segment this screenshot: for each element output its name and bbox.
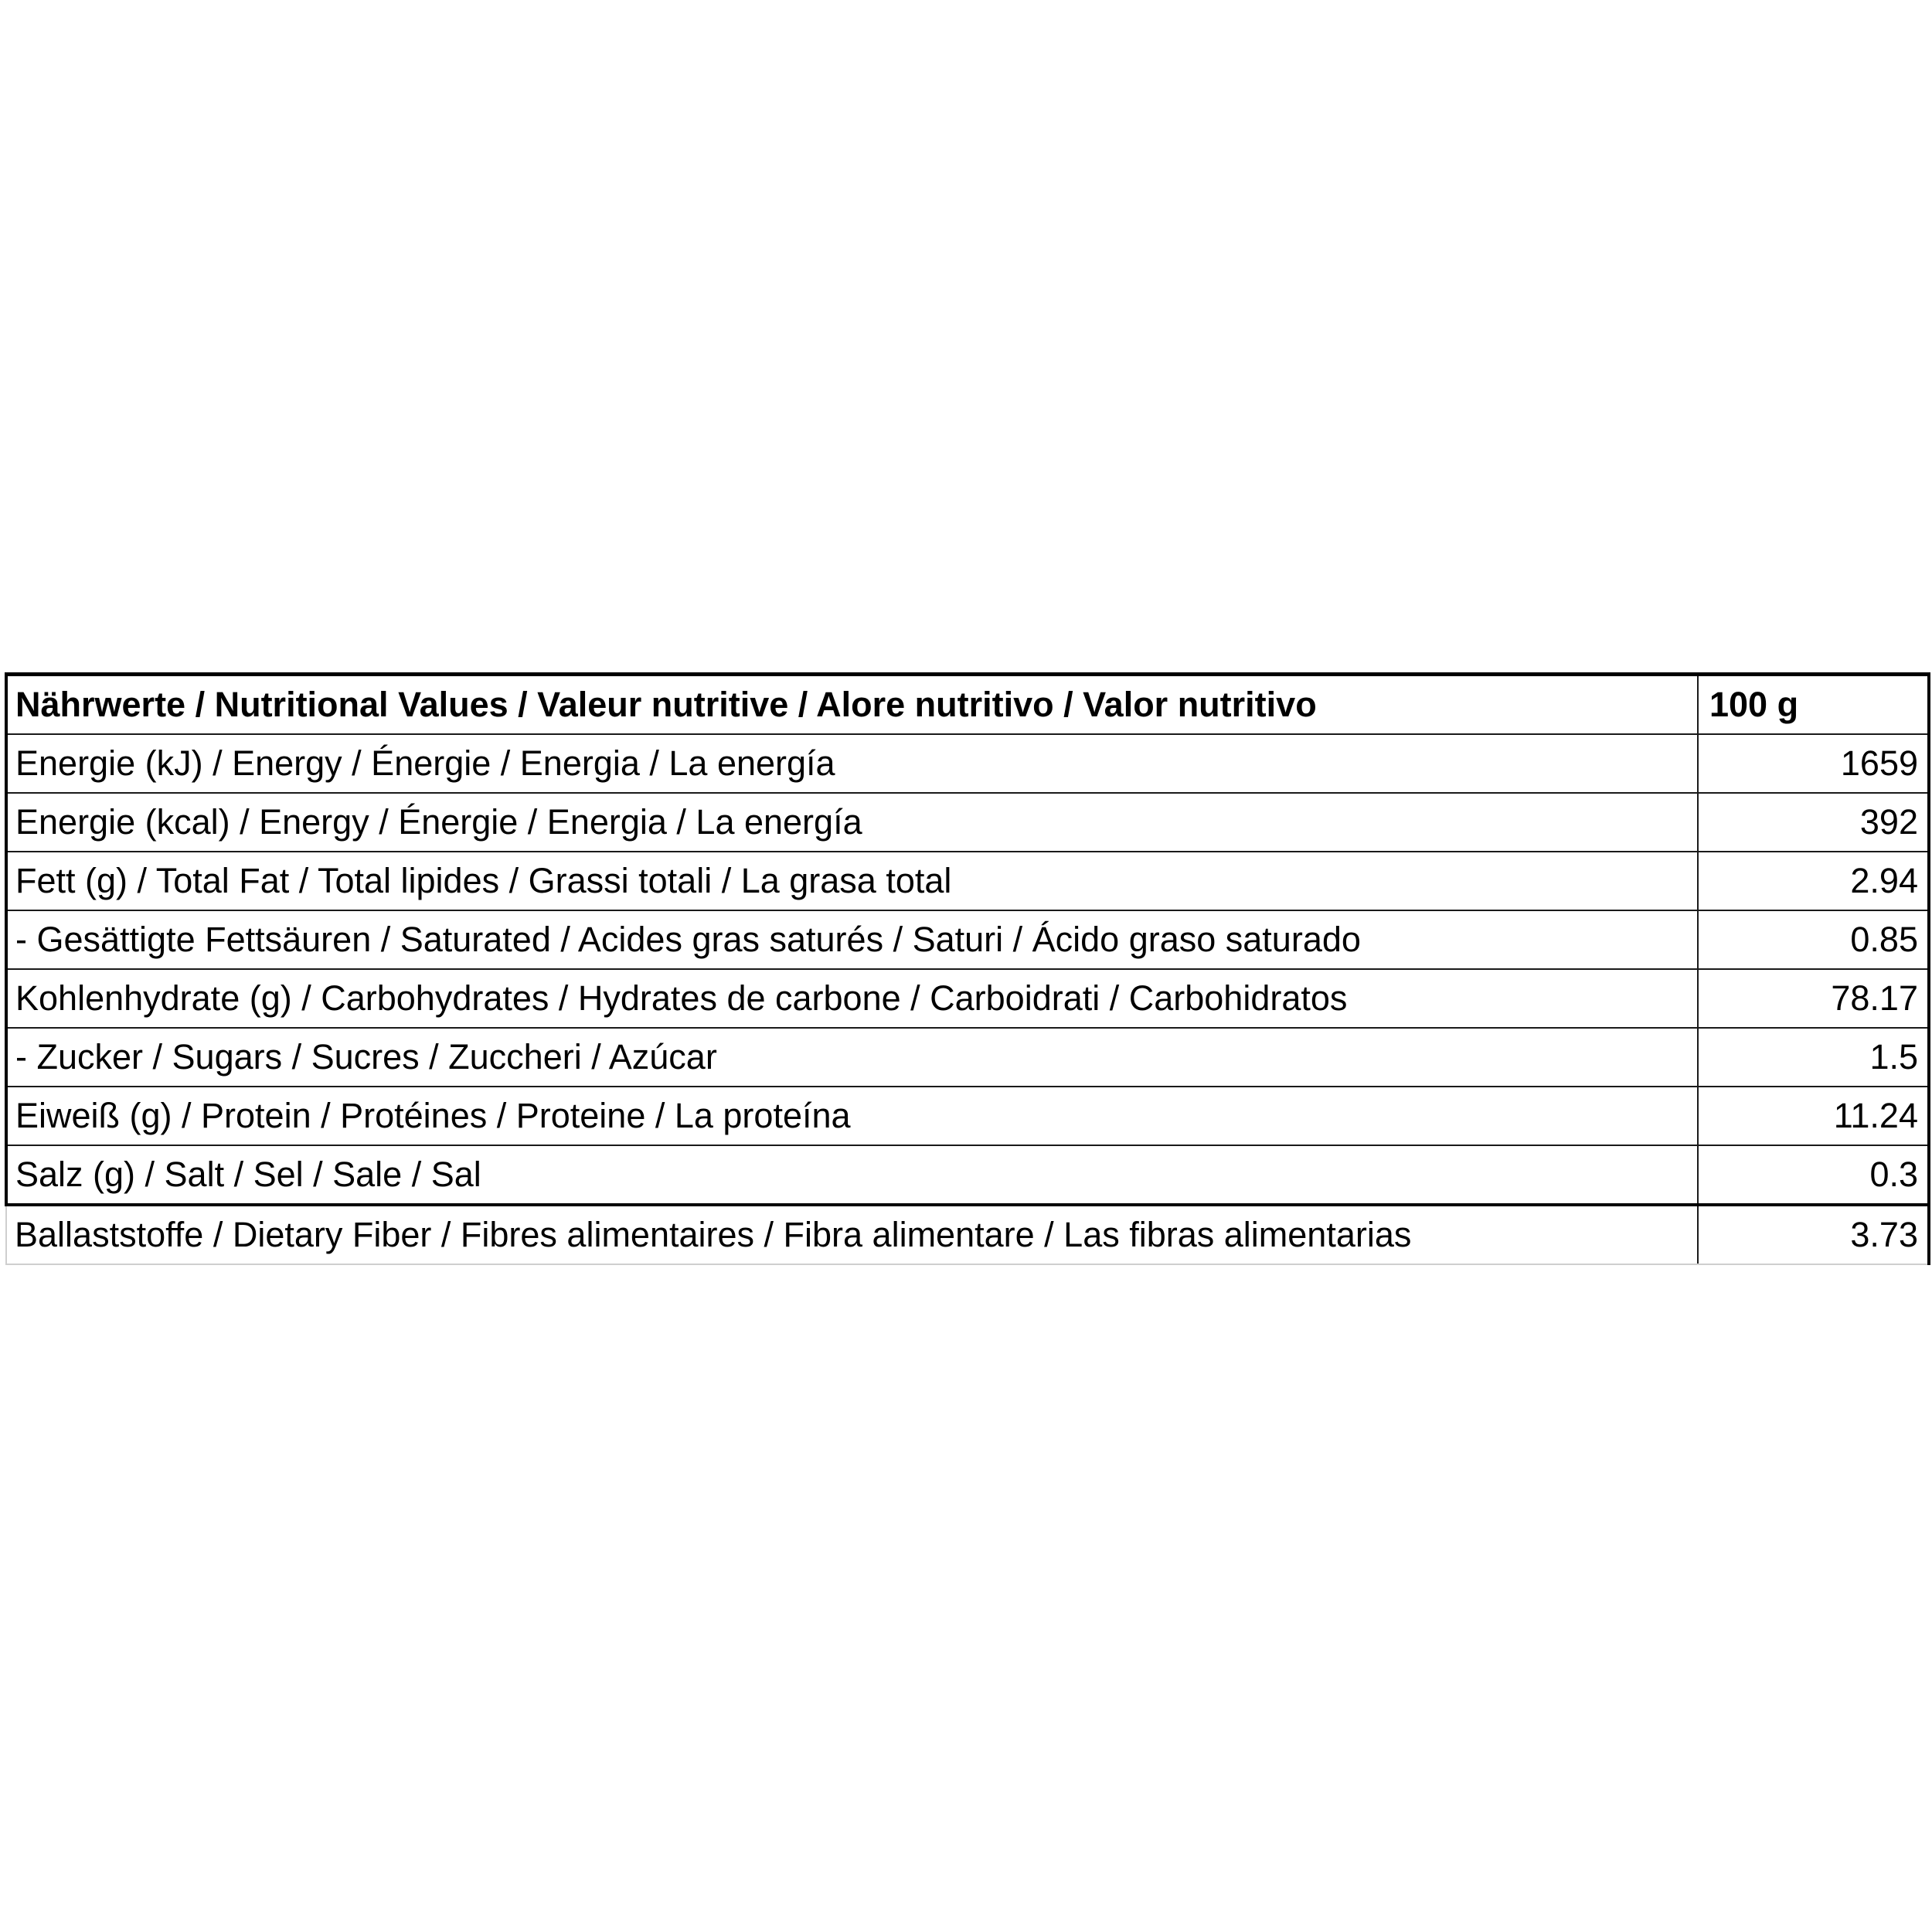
row-label: Salz (g) / Salt / Sel / Sale / Sal xyxy=(6,1145,1698,1205)
table-row xyxy=(6,910,1929,969)
table-row xyxy=(6,734,1929,793)
row-label: Eiweiß (g) / Protein / Protéines / Proteine / La proteína xyxy=(6,1087,1698,1145)
row-value: 1.5 xyxy=(1698,1028,1929,1087)
nutrition-table xyxy=(5,672,1930,1265)
row-label: Kohlenhydrate (g) / Carbohydrates / Hydrates de carbone / Carboidrati / Carbohidratos xyxy=(6,969,1698,1028)
table-row xyxy=(6,1087,1929,1145)
header-label-cell: Nährwerte / Nutritional Values / Valeur nutritive / Alore nutritivo / Valor nutritivo xyxy=(6,675,1698,735)
row-value: 3.73 xyxy=(1698,1205,1929,1264)
table-row xyxy=(6,852,1929,910)
row-value: 0.85 xyxy=(1698,910,1929,969)
row-value: 392 xyxy=(1698,793,1929,852)
nutrition-table-container xyxy=(5,672,1927,1265)
row-label: Energie (kJ) / Energy / Énergie / Energia / La energía xyxy=(6,734,1698,793)
row-label: Ballaststoffe / Dietary Fiber / Fibres alimentaires / Fibra alimentare / Las fibras alimentarias xyxy=(6,1205,1698,1264)
row-label: - Zucker / Sugars / Sucres / Zuccheri / Azúcar xyxy=(6,1028,1698,1087)
row-value: 0.3 xyxy=(1698,1145,1929,1205)
row-value: 11.24 xyxy=(1698,1087,1929,1145)
row-label: Energie (kcal) / Energy / Énergie / Energia / La energía xyxy=(6,793,1698,852)
row-value: 1659 xyxy=(1698,734,1929,793)
table-row xyxy=(6,1028,1929,1087)
table-header-row xyxy=(6,675,1929,735)
table-row xyxy=(6,1205,1929,1264)
header-value-cell: 100 g xyxy=(1698,675,1929,735)
table-row xyxy=(6,793,1929,852)
row-value: 78.17 xyxy=(1698,969,1929,1028)
table-row xyxy=(6,969,1929,1028)
table-row xyxy=(6,1145,1929,1205)
row-value: 2.94 xyxy=(1698,852,1929,910)
row-label: - Gesättigte Fettsäuren / Saturated / Acides gras saturés / Saturi / Ácido graso saturado xyxy=(6,910,1698,969)
row-label: Fett (g) / Total Fat / Total lipides / Grassi totali / La grasa total xyxy=(6,852,1698,910)
